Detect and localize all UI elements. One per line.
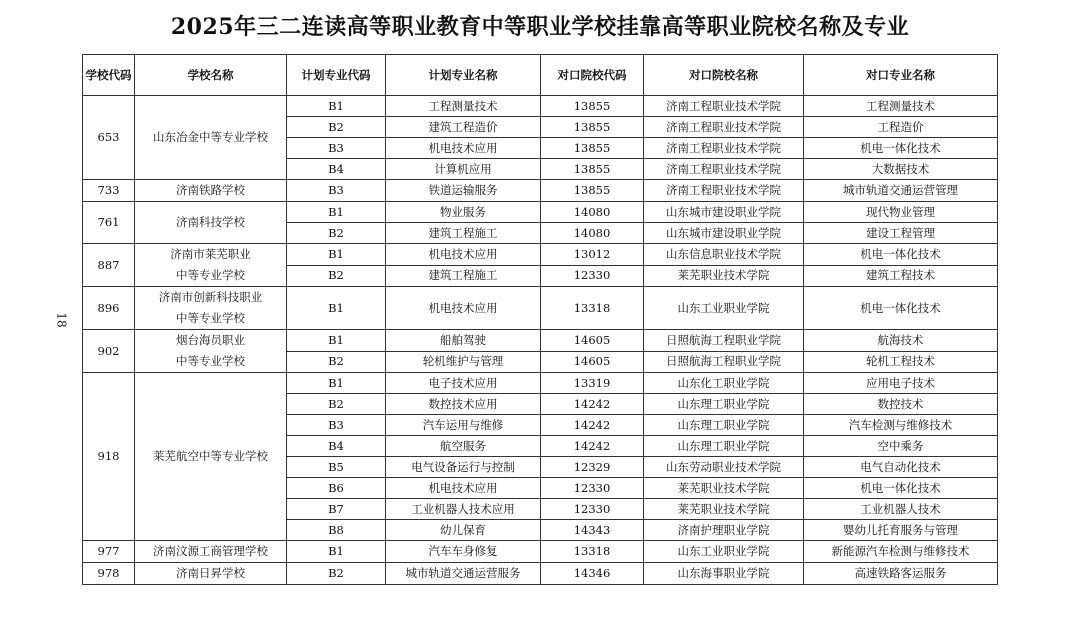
partner-name: 济南工程职业技术学院 [644, 96, 804, 117]
partner-major: 航海技术 [804, 330, 998, 352]
partner-major: 工程造价 [804, 117, 998, 138]
partner-code: 14343 [541, 520, 644, 541]
plan-code: B1 [287, 244, 386, 266]
school-name: 济南科技学校 [135, 202, 287, 244]
partner-major: 工业机器人技术 [804, 499, 998, 520]
plan-code: B2 [287, 223, 386, 244]
school-name-line: 中等专业学校 [176, 311, 245, 325]
plan-name: 计算机应用 [386, 159, 541, 180]
plan-name: 机电技术应用 [386, 138, 541, 159]
partner-code: 14605 [541, 330, 644, 352]
table-row [83, 244, 998, 266]
plan-code: B3 [287, 138, 386, 159]
partner-major: 机电一体化技术 [804, 244, 998, 266]
plan-name: 幼儿保育 [386, 520, 541, 541]
partner-name: 山东工业职业学院 [644, 541, 804, 563]
school-code: 977 [83, 541, 135, 563]
plan-name: 城市轨道交通运营服务 [386, 563, 541, 585]
table-row [83, 330, 998, 352]
partner-major: 汽车检测与维修技术 [804, 415, 998, 436]
school-code: 887 [83, 244, 135, 287]
partner-name: 济南工程职业技术学院 [644, 159, 804, 180]
header-plan-name: 计划专业名称 [386, 55, 541, 96]
partner-name: 莱芜职业技术学院 [644, 478, 804, 499]
partner-code: 12330 [541, 478, 644, 499]
plan-name: 航空服务 [386, 436, 541, 457]
plan-name: 工程测量技术 [386, 96, 541, 117]
plan-code: B1 [287, 287, 386, 330]
plan-code: B6 [287, 478, 386, 499]
partner-major: 应用电子技术 [804, 373, 998, 394]
table-row [83, 96, 998, 117]
partner-major: 机电一体化技术 [804, 478, 998, 499]
partner-name: 莱芜职业技术学院 [644, 499, 804, 520]
partner-name: 济南工程职业技术学院 [644, 138, 804, 159]
header-plan-code: 计划专业代码 [287, 55, 386, 96]
plan-name: 建筑工程施工 [386, 223, 541, 244]
partner-major: 新能源汽车检测与维修技术 [804, 541, 998, 563]
page-number: 18 [54, 312, 69, 328]
plan-name: 电子技术应用 [386, 373, 541, 394]
plan-code: B1 [287, 541, 386, 563]
partner-name: 山东理工职业学院 [644, 436, 804, 457]
school-code: 918 [83, 373, 135, 541]
partner-name: 山东信息职业技术学院 [644, 244, 804, 266]
partner-code: 12330 [541, 499, 644, 520]
plan-code: B8 [287, 520, 386, 541]
partner-name: 日照航海工程职业学院 [644, 351, 804, 373]
partner-name: 山东海事职业学院 [644, 563, 804, 585]
partner-major: 机电一体化技术 [804, 287, 998, 330]
partner-code: 12329 [541, 457, 644, 478]
plan-code: B1 [287, 330, 386, 352]
school-name [135, 244, 287, 287]
partner-code: 13318 [541, 541, 644, 563]
partner-name: 山东化工职业学院 [644, 373, 804, 394]
partner-major: 建设工程管理 [804, 223, 998, 244]
partner-major: 空中乘务 [804, 436, 998, 457]
school-name: 山东冶金中等专业学校 [135, 96, 287, 180]
school-code: 896 [83, 287, 135, 330]
school-name: 济南铁路学校 [135, 180, 287, 202]
plan-name: 工业机器人技术应用 [386, 499, 541, 520]
header-partner-major: 对口专业名称 [804, 55, 998, 96]
partner-code: 13318 [541, 287, 644, 330]
school-name [135, 287, 287, 330]
partner-code: 14242 [541, 394, 644, 415]
partner-code: 13319 [541, 373, 644, 394]
school-code: 733 [83, 180, 135, 202]
page-title: 2025年三二连读高等职业教育中等职业学校挂靠高等职业院校名称及专业 [170, 14, 910, 40]
header-partner-name: 对口院校名称 [644, 55, 804, 96]
partner-code: 13012 [541, 244, 644, 266]
school-code: 978 [83, 563, 135, 585]
header-partner-code: 对口院校代码 [541, 55, 644, 96]
table-row [83, 373, 998, 394]
school-code: 902 [83, 330, 135, 373]
partner-major: 轮机工程技术 [804, 351, 998, 373]
partner-code: 12330 [541, 265, 644, 287]
partner-major: 建筑工程技术 [804, 265, 998, 287]
partner-name: 莱芜职业技术学院 [644, 265, 804, 287]
partner-code: 14605 [541, 351, 644, 373]
school-name-line: 烟台海员职业 [176, 333, 245, 347]
partner-code: 13855 [541, 138, 644, 159]
school-code: 761 [83, 202, 135, 244]
table-row [83, 180, 998, 202]
plan-name: 机电技术应用 [386, 287, 541, 330]
partner-code: 14346 [541, 563, 644, 585]
school-name-line: 中等专业学校 [176, 354, 245, 368]
partner-code: 13855 [541, 117, 644, 138]
partner-name: 日照航海工程职业学院 [644, 330, 804, 352]
partner-major: 大数据技术 [804, 159, 998, 180]
table-row [83, 202, 998, 223]
plan-name: 铁道运输服务 [386, 180, 541, 202]
partner-major: 工程测量技术 [804, 96, 998, 117]
partner-code: 13855 [541, 159, 644, 180]
school-name: 济南汶源工商管理学校 [135, 541, 287, 563]
partner-name: 山东理工职业学院 [644, 415, 804, 436]
plan-name: 轮机维护与管理 [386, 351, 541, 373]
school-code: 653 [83, 96, 135, 180]
partner-code: 13855 [541, 96, 644, 117]
partner-major: 城市轨道交通运营管理 [804, 180, 998, 202]
plan-code: B2 [287, 563, 386, 585]
school-name: 济南日昇学校 [135, 563, 287, 585]
partner-code: 14080 [541, 223, 644, 244]
plan-code: B3 [287, 180, 386, 202]
plan-code: B4 [287, 159, 386, 180]
school-name [135, 330, 287, 373]
plan-name: 建筑工程施工 [386, 265, 541, 287]
plan-code: B1 [287, 96, 386, 117]
partner-code: 13855 [541, 180, 644, 202]
plan-name: 机电技术应用 [386, 478, 541, 499]
school-name-line: 济南市创新科技职业 [158, 290, 263, 304]
plan-code: B4 [287, 436, 386, 457]
partner-major: 高速铁路客运服务 [804, 563, 998, 585]
plan-name: 数控技术应用 [386, 394, 541, 415]
plan-code: B7 [287, 499, 386, 520]
partner-code: 14242 [541, 415, 644, 436]
plan-name: 汽车运用与维修 [386, 415, 541, 436]
partner-major: 婴幼儿托育服务与管理 [804, 520, 998, 541]
plan-code: B1 [287, 202, 386, 223]
plan-code: B2 [287, 351, 386, 373]
plan-code: B2 [287, 394, 386, 415]
partner-name: 山东劳动职业技术学院 [644, 457, 804, 478]
partner-name: 济南护理职业学院 [644, 520, 804, 541]
plan-code: B3 [287, 415, 386, 436]
school-name-line: 济南市莱芜职业 [170, 247, 251, 261]
school-name: 莱芜航空中等专业学校 [135, 373, 287, 541]
school-name-line: 中等专业学校 [176, 268, 245, 282]
partner-name: 山东理工职业学院 [644, 394, 804, 415]
partner-name: 山东工业职业学院 [644, 287, 804, 330]
plan-code: B5 [287, 457, 386, 478]
plan-name: 电气设备运行与控制 [386, 457, 541, 478]
partner-major: 机电一体化技术 [804, 138, 998, 159]
table-row [83, 287, 998, 330]
plan-code: B1 [287, 373, 386, 394]
plan-name: 机电技术应用 [386, 244, 541, 266]
table-row [83, 563, 998, 585]
plan-name: 建筑工程造价 [386, 117, 541, 138]
partner-major: 现代物业管理 [804, 202, 998, 223]
header-school-code: 学校代码 [83, 55, 135, 96]
plan-name: 物业服务 [386, 202, 541, 223]
plan-name: 汽车车身修复 [386, 541, 541, 563]
schools-table [82, 54, 998, 585]
partner-major: 数控技术 [804, 394, 998, 415]
plan-code: B2 [287, 265, 386, 287]
table-header-row [83, 55, 998, 96]
plan-name: 船舶驾驶 [386, 330, 541, 352]
partner-name: 济南工程职业技术学院 [644, 180, 804, 202]
header-school-name: 学校名称 [135, 55, 287, 96]
partner-name: 山东城市建设职业学院 [644, 223, 804, 244]
partner-code: 14080 [541, 202, 644, 223]
partner-code: 14242 [541, 436, 644, 457]
partner-major: 电气自动化技术 [804, 457, 998, 478]
partner-name: 山东城市建设职业学院 [644, 202, 804, 223]
partner-name: 济南工程职业技术学院 [644, 117, 804, 138]
table-row [83, 541, 998, 563]
plan-code: B2 [287, 117, 386, 138]
